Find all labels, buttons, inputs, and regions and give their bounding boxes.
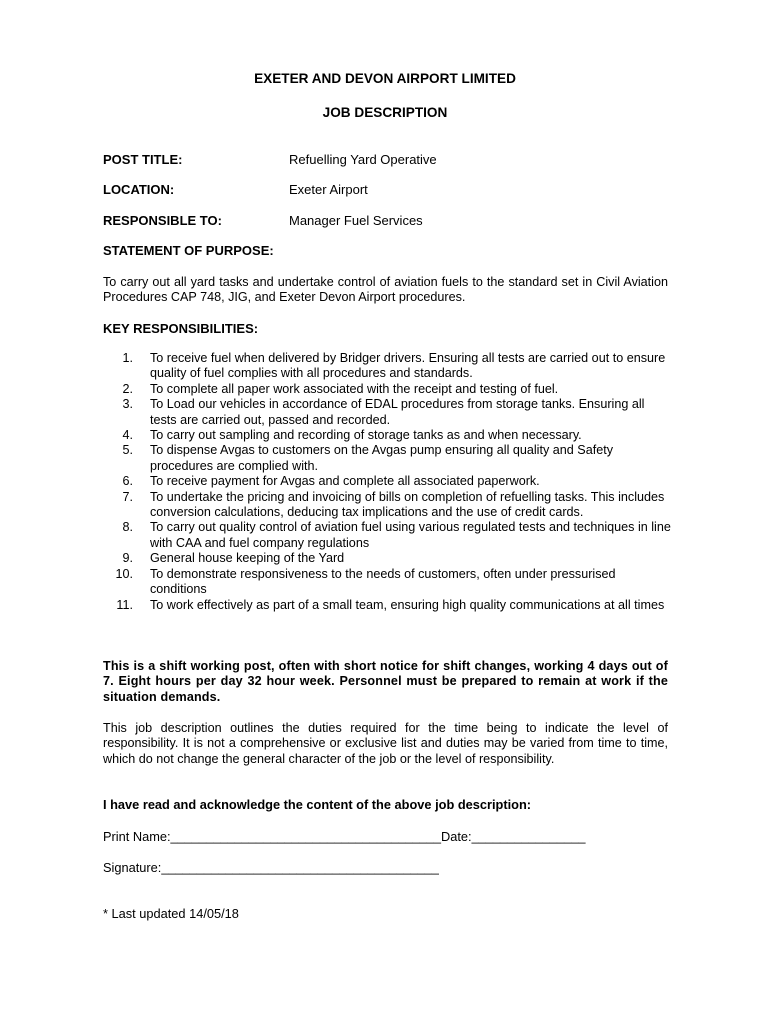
print-name-date-line[interactable]: Print Name:______________________________________Date:________________ (103, 829, 586, 844)
list-item (103, 598, 673, 613)
list-item-number: 1. (122, 351, 133, 365)
list-item (103, 490, 673, 521)
last-updated-note: * Last updated 14/05/18 (103, 906, 239, 921)
responsible-to-label: RESPONSIBLE TO: (103, 213, 222, 228)
list-item-number: 9. (122, 551, 133, 566)
list-item (103, 382, 673, 397)
responsibilities-heading: KEY RESPONSIBILITIES: (103, 321, 259, 336)
list-item-text: To receive payment for Avgas and complete all associated paperwork. (150, 474, 540, 489)
list-item-number: 4. (122, 428, 133, 443)
location-label: LOCATION: (103, 182, 175, 197)
list-item-text: General house keeping of the Yard (150, 551, 345, 566)
responsible-to-value: Manager Fuel Services (289, 213, 423, 228)
list-item-number: 8. (122, 520, 133, 535)
location-value: Exeter Airport (289, 182, 368, 197)
list-item-text: To demonstrate responsiveness to the needs of customers, often under pressurised conditions (150, 566, 616, 597)
responsibilities-list (103, 351, 673, 613)
post-title-value: Refuelling Yard Operative (289, 152, 437, 167)
list-item (103, 551, 673, 566)
list-item (103, 397, 673, 428)
list-item-number: 11. (116, 597, 133, 612)
post-title-label: POST TITLE: (103, 152, 183, 167)
list-item (103, 428, 673, 443)
disclaimer-text: This job description outlines the duties required for the time being to indicate the level of responsibility. It is not a comprehensive or exclusive list and duties may be varied from time to time, which do not change the general character of the job or the level of responsibility. (103, 721, 668, 766)
list-item (103, 351, 673, 382)
list-item-number: 7. (122, 489, 133, 504)
shift-notice: This is a shift working post, often with short notice for shift changes, working 4 days out of 7. Eight hours per day 32 hour week. Personnel must be prepared to remain at work if the situation demands. (103, 659, 668, 704)
list-item (103, 520, 673, 551)
list-item-text: To complete all paper work associated with the receipt and testing of fuel. (150, 381, 559, 396)
list-item-text: To carry out sampling and recording of storage tanks as and when necessary. (150, 428, 582, 443)
list-item-text: To dispense Avgas to customers on the Avgas pump ensuring all quality and Safety procedures are complied with. (150, 443, 613, 473)
list-item-text: To receive fuel when delivered by Bridger drivers. Ensuring all tests are carried out to ensure quality of fuel complies with all procedures and standards. (150, 351, 666, 381)
signature-line[interactable]: Signature:_______________________________________ (103, 860, 439, 875)
list-item-number: 10. (115, 566, 133, 581)
list-item-text: To carry out quality control of aviation fuel using various regulated tests and techniques in line with CAA and fuel company regulations (150, 520, 671, 550)
list-item-text: To work effectively as part of a small team, ensuring high quality communications at all times (150, 597, 665, 612)
list-item (103, 443, 673, 474)
list-item (103, 567, 673, 598)
list-item-number: 3. (122, 397, 133, 412)
list-item-number: 5. (122, 443, 133, 458)
purpose-heading: STATEMENT OF PURPOSE: (103, 243, 274, 258)
document-title: JOB DESCRIPTION (322, 105, 448, 120)
acknowledgement-statement: I have read and acknowledge the content of the above job description: (103, 797, 532, 812)
list-item-text: To undertake the pricing and invoicing of bills on completion of refuelling tasks. This includes conversion calculations, deducing tax implications and the use of credit cards. (150, 489, 665, 520)
list-item (103, 474, 673, 489)
list-item-text: To Load our vehicles in accordance of EDAL procedures from storage tanks. Ensuring all tests are carried out, passed and recorded. (150, 397, 645, 427)
list-item-number: 2. (122, 381, 133, 396)
organization-name: EXETER AND DEVON AIRPORT LIMITED (254, 71, 516, 86)
purpose-text: To carry out all yard tasks and undertake control of aviation fuels to the standard set in Civil Aviation Procedures CAP 748, JIG, and Exeter Devon Airport procedures. (103, 275, 668, 305)
list-item-number: 6. (122, 474, 133, 489)
